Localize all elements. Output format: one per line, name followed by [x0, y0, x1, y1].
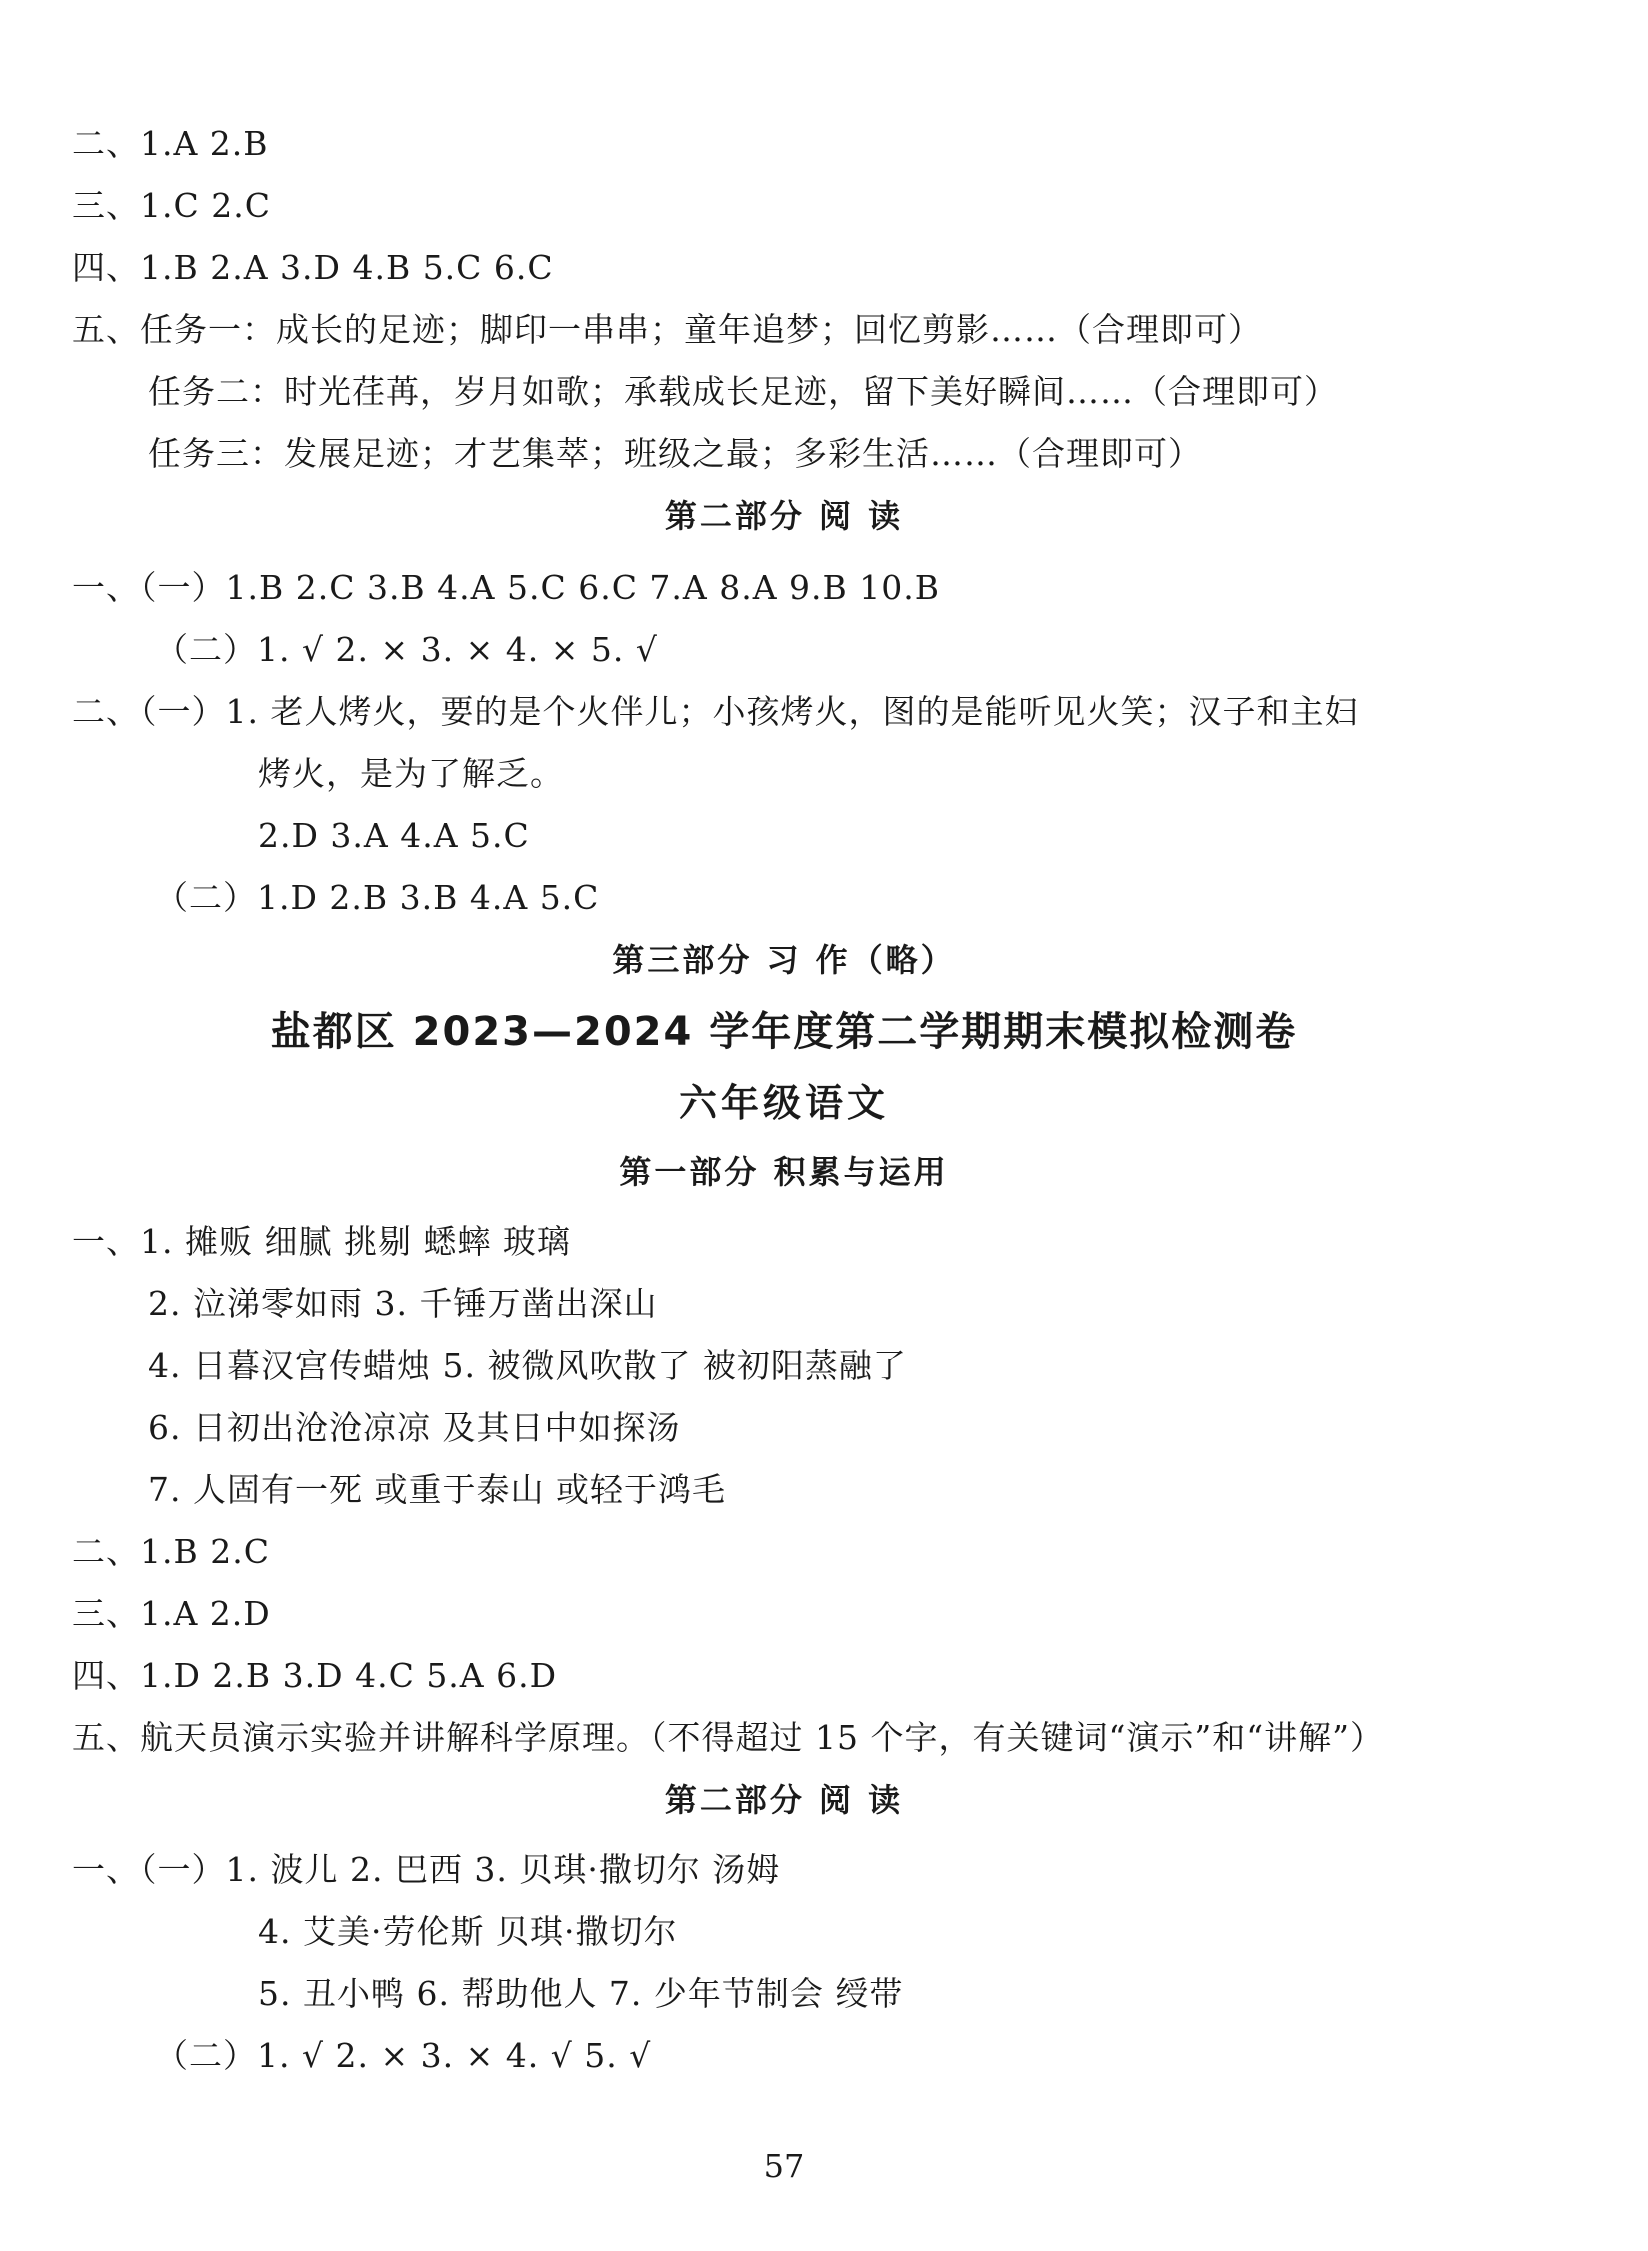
reading-answer-line: 5. 丑小鸭 6. 帮助他人 7. 少年节制会 绶带	[258, 1974, 904, 2013]
accumulation-answer-line: 四、1.D 2.B 3.D 4.C 5.A 6.D	[72, 1656, 558, 1695]
page-number: 57	[763, 2147, 805, 2185]
accumulation-answer-line: 二、1.B 2.C	[72, 1532, 270, 1571]
accumulation-answer-line: 4. 日暮汉宫传蜡烛 5. 被微风吹散了 被初阳蒸融了	[148, 1346, 907, 1385]
section-heading-reading: 第二部分 阅 读	[664, 497, 904, 535]
accumulation-answer-line: 三、1.A 2.D	[72, 1594, 271, 1633]
exam-title: 盐都区 2023—2024 学年度第二学期期末模拟检测卷	[270, 1009, 1298, 1055]
section-heading-reading: 第二部分 阅 读	[664, 1781, 904, 1819]
answer-line-2-section: 二、1.A 2.B	[72, 124, 269, 163]
reading-answer-line: 二、（一）1. 老人烤火，要的是个火伴儿；小孩烤火，图的是能听见火笑；汉子和主妇	[72, 692, 1359, 731]
reading-answer-line: （二）1. √ 2. × 3. × 4. × 5. √	[155, 630, 658, 669]
answer-line-5-task-3: 任务三：发展足迹；才艺集萃；班级之最；多彩生活……（合理即可）	[148, 434, 1202, 473]
accumulation-answer-line: 五、航天员演示实验并讲解科学原理。（不得超过 15 个字，有关键词“演示”和“讲解”）	[72, 1718, 1384, 1757]
reading-answer-line: 烤火，是为了解乏。	[258, 754, 564, 793]
accumulation-answer-line: 6. 日初出沧沧凉凉 及其日中如探汤	[148, 1408, 681, 1447]
reading-answer-line: 4. 艾美·劳伦斯 贝琪·撒切尔	[258, 1912, 678, 1951]
answer-line-5-task-1: 五、任务一：成长的足迹；脚印一串串；童年追梦；回忆剪影……（合理即可）	[72, 310, 1262, 349]
exam-subtitle: 六年级语文	[678, 1081, 889, 1125]
reading-answer-line: 2.D 3.A 4.A 5.C	[258, 816, 530, 855]
answer-line-3-section: 三、1.C 2.C	[72, 186, 271, 225]
section-heading-accumulation: 第一部分 积累与运用	[619, 1153, 949, 1191]
reading-answer-line: （二）1.D 2.B 3.B 4.A 5.C	[155, 878, 600, 917]
section-heading-writing: 第三部分 习 作（略）	[612, 941, 956, 979]
reading-answer-line: 一、（一）1.B 2.C 3.B 4.A 5.C 6.C 7.A 8.A 9.B 10.B	[72, 568, 941, 607]
answer-line-4-section: 四、1.B 2.A 3.D 4.B 5.C 6.C	[72, 248, 554, 287]
accumulation-answer-line: 7. 人固有一死 或重于泰山 或轻于鸿毛	[148, 1470, 726, 1509]
accumulation-answer-line: 2. 泣涕零如雨 3. 千锤万凿出深山	[148, 1284, 658, 1323]
reading-answer-line: （二）1. √ 2. × 3. × 4. √ 5. √	[155, 2036, 652, 2075]
accumulation-answer-line: 一、1. 摊贩 细腻 挑剔 蟋蟀 玻璃	[72, 1222, 571, 1261]
reading-answer-line: 一、（一）1. 波儿 2. 巴西 3. 贝琪·撒切尔 汤姆	[72, 1850, 781, 1889]
answer-line-5-task-2: 任务二：时光荏苒，岁月如歌；承载成长足迹，留下美好瞬间……（合理即可）	[148, 372, 1338, 411]
